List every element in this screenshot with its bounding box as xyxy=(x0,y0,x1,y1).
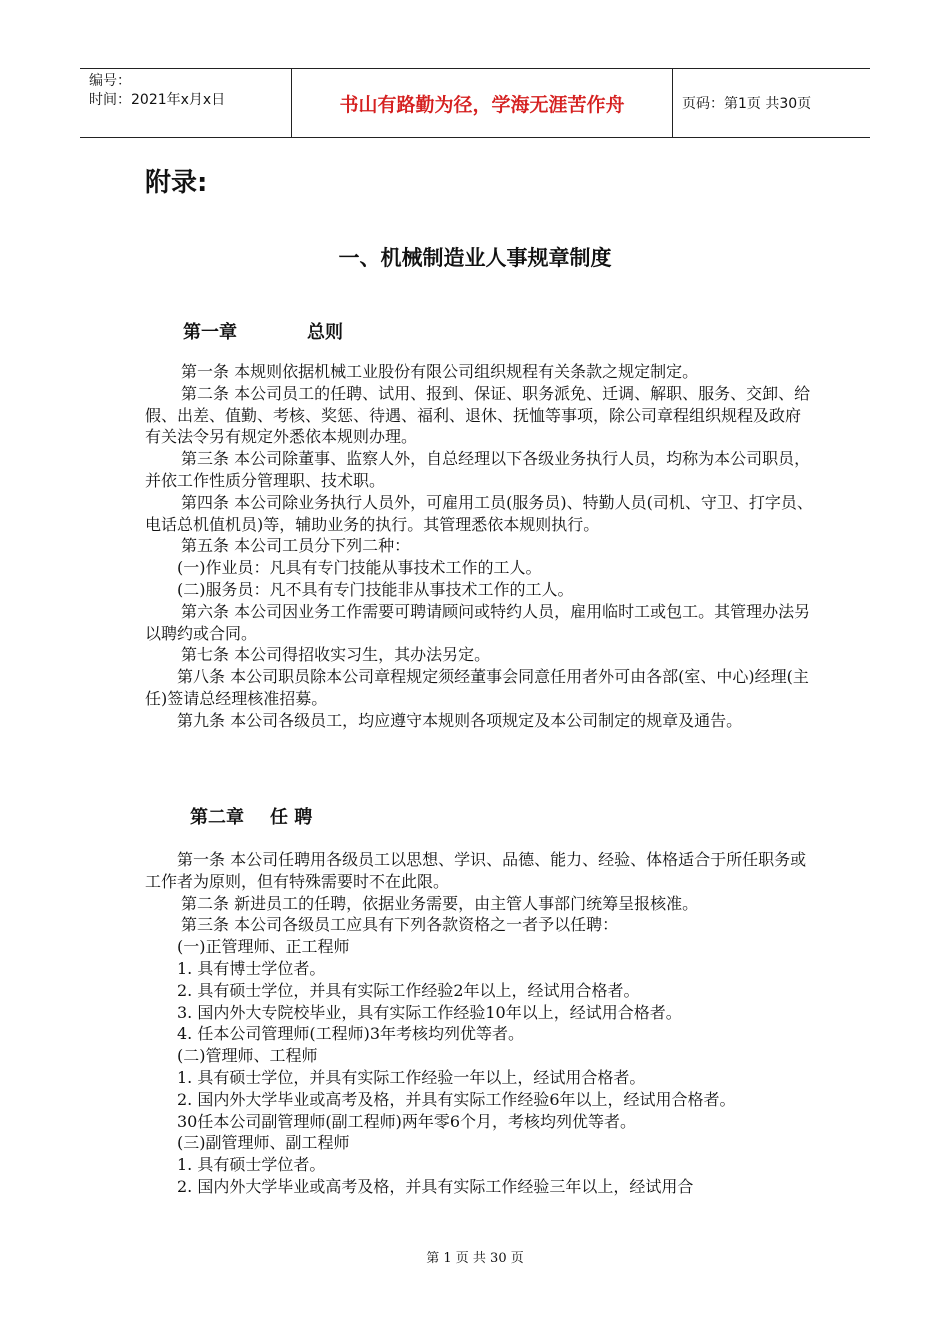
paragraph: 1. 具有硕士学位，并具有实际工作经验一年以上，经试用合格者。 xyxy=(177,1067,646,1087)
paragraph: (二)服务员：凡不具有专门技能非从事技术工作的工人。 xyxy=(177,579,574,599)
chapter-2-name: 任 聘 xyxy=(270,807,313,828)
paragraph: 3. 国内外大专院校毕业，具有实际工作经验10年以上，经试用合格者。 xyxy=(177,1002,682,1022)
document-title: 一、机械制造业人事规章制度 xyxy=(338,246,612,270)
paragraph: (一)正管理师、正工程师 xyxy=(177,937,350,957)
paragraph: 30任本公司副管理师(副工程师)两年零6个月，考核均列优等者。 xyxy=(177,1111,637,1131)
header-motto: 书山有路勤为径，学海无涯苦作舟 xyxy=(292,69,673,137)
chapter-1-body xyxy=(145,361,813,732)
paragraph: 第一条 本公司任聘用各级员工以思想、学识、品德、能力、经验、体格适合于所任职务或工作者为原则，但有特殊需要时不在此限。 xyxy=(145,850,807,891)
paragraph: 2. 国内外大学毕业或高考及格，并具有实际工作经验6年以上，经试用合格者。 xyxy=(177,1089,736,1109)
paragraph: 第五条 本公司工员分下列二种： xyxy=(181,536,411,556)
paragraph: (三)副管理师、副工程师 xyxy=(177,1133,350,1153)
paragraph: 1. 具有硕士学位者。 xyxy=(177,1155,326,1175)
paragraph: 第八条 本公司职员除本公司章程规定须经董事会同意任用者外可由各部(室、中心)经理(主任)签请总经理核准招募。 xyxy=(145,667,809,708)
paragraph: (一)作业员：凡具有专门技能从事技术工作的工人。 xyxy=(177,558,542,578)
appendix-title: 附录: xyxy=(145,168,208,198)
paragraph: 第二条 新进员工的任聘，依据业务需要，由主管人事部门统筹呈报核准。 xyxy=(181,893,699,913)
paragraph: 2. 具有硕士学位，并具有实际工作经验2年以上，经试用合格者。 xyxy=(177,980,640,1000)
paragraph: 第九条 本公司各级员工，均应遵守本规则各项规定及本公司制定的规章及通告。 xyxy=(177,710,743,730)
page-footer: 第 1 页 共 30 页 xyxy=(426,1251,524,1266)
chapter-2-number: 第二章 xyxy=(190,807,244,828)
paragraph: 第一条 本规则依据机械工业股份有限公司组织规程有关条款之规定制定。 xyxy=(181,362,699,381)
page-header xyxy=(80,68,870,138)
paragraph: 第三条 本公司各级员工应具有下列各款资格之一者予以任聘： xyxy=(181,915,619,935)
paragraph: 第二条 本公司员工的任聘、试用、报到、保证、职务派免、迁调、解职、服务、交卸、给假、出差、值勤、考核、奖惩、待遇、福利、退休、抚恤等事项，除公司章程组织规程及政府有关法令另有规定外悉依本规则办理。 xyxy=(145,383,811,447)
paragraph: 第三条 本公司除董事、监察人外，自总经理以下各级业务执行人员，均称为本公司职员，并依工作性质分管理职、技术职。 xyxy=(145,449,811,490)
chapter-1-name: 总则 xyxy=(307,322,343,343)
chapter-1-number: 第一章 xyxy=(183,322,237,343)
paragraph: 4. 任本公司管理师(工程师)3年考核均列优等者。 xyxy=(177,1024,525,1044)
paragraph: (二)管理师、工程师 xyxy=(177,1046,318,1066)
chapter-2-heading xyxy=(190,803,312,829)
paragraph: 1. 具有博士学位者。 xyxy=(177,958,326,978)
header-number: 编号： xyxy=(89,73,131,89)
header-page-info: 页码：第1页 共30页 xyxy=(682,96,812,112)
header-meta xyxy=(80,69,292,137)
chapter-1-heading xyxy=(183,318,343,344)
paragraph: 第七条 本公司得招收实习生，其办法另定。 xyxy=(181,645,491,665)
paragraph: 2. 国内外大学毕业或高考及格，并具有实际工作经验三年以上，经试用合 xyxy=(177,1176,694,1196)
header-time: 时间：2021年x月x日 xyxy=(89,92,226,108)
paragraph: 第四条 本公司除业务执行人员外，可雇用工员(服务员)、特勤人员(司机、守卫、打字员、电话总机值机员)等，辅助业务的执行。其管理悉依本规则执行。 xyxy=(145,492,813,534)
paragraph: 第六条 本公司因业务工作需要可聘请顾问或特约人员，雇用临时工或包工。其管理办法另以聘约或合同。 xyxy=(145,601,811,643)
chapter-2-body xyxy=(145,849,813,1198)
